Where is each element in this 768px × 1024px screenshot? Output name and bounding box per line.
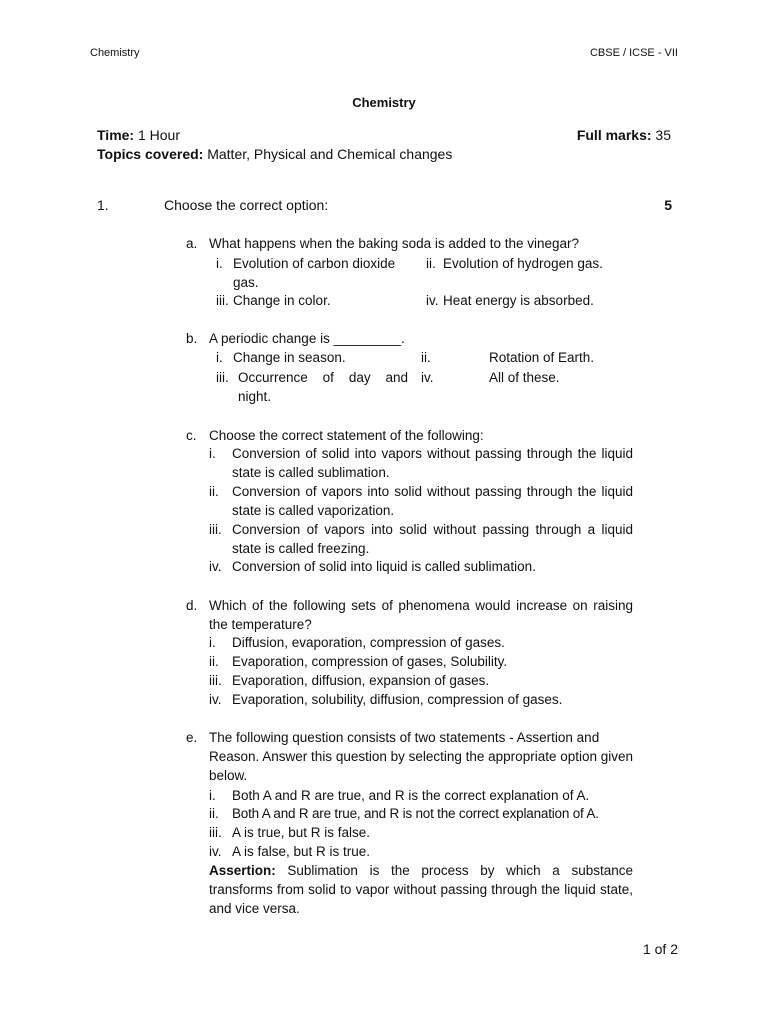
subquestion-letter: a. — [186, 236, 198, 251]
option-text: All of these. — [489, 370, 560, 385]
topics-value: Matter, Physical and Chemical changes — [207, 146, 453, 162]
option-numeral: ii. — [421, 350, 431, 365]
time-label: Time: — [97, 127, 135, 143]
option-text: Diffusion, evaporation, compression of gases. — [232, 635, 505, 650]
option-text: Conversion of vapors into solid without passing through a liquid state is called freezing. — [232, 522, 633, 556]
subquestion-text: What happens when the baking soda is added to the vinegar? — [209, 236, 580, 251]
page-number: 1 of 2 — [642, 941, 678, 957]
option-numeral: ii. — [426, 256, 436, 271]
option-numeral: i. — [216, 256, 223, 271]
option-numeral: ii. — [209, 484, 219, 499]
option-text: Conversion of solid into liquid is called sublimation. — [232, 559, 536, 574]
time-line — [97, 127, 180, 143]
subquestion-text: A periodic change is _________. — [209, 331, 405, 346]
full-marks-value: 35 — [655, 127, 671, 143]
option-text: Conversion of vapors into solid without passing through the liquid state is called vaporization. — [232, 484, 633, 518]
option-text: Conversion of solid into vapors without passing through the liquid state is called sublimation. — [232, 446, 633, 480]
option-numeral: iii. — [216, 293, 229, 308]
time-value: 1 Hour — [137, 127, 181, 143]
topics-line — [97, 146, 452, 162]
option-text: Heat energy is absorbed. — [443, 293, 594, 308]
option-text: Occurrence of day and night. — [238, 370, 408, 404]
option-text: A is true, but R is false. — [232, 825, 371, 840]
header-subject: Chemistry — [90, 47, 140, 59]
header-board-class: CBSE / ICSE - VII — [589, 47, 678, 59]
option-numeral: iii. — [209, 522, 222, 537]
option-text: Both A and R are true, and R is not the correct explanation of A. — [232, 806, 599, 821]
option-numeral: i. — [209, 446, 216, 461]
option-numeral: ii. — [209, 654, 219, 669]
option-text: Evaporation, compression of gases, Solubility. — [232, 654, 508, 669]
option-numeral: iii. — [209, 825, 222, 840]
full-marks-label: Full marks: — [576, 127, 652, 143]
option-numeral: iv. — [209, 559, 222, 574]
option-text: Change in season. — [233, 350, 346, 365]
option-numeral: i. — [209, 788, 216, 803]
option-numeral: iii. — [216, 370, 229, 385]
subquestion-text: The following question consists of two statements - Assertion and Reason. Answer this question by selecting the appropriate option given below. — [209, 730, 634, 783]
subquestion-text: Which of the following sets of phenomena would increase on raising the temperature? — [209, 598, 633, 632]
question-text: Choose the correct option: — [164, 197, 329, 213]
option-numeral: i. — [209, 635, 216, 650]
option-numeral: i. — [216, 350, 223, 365]
option-numeral: iv. — [421, 370, 434, 385]
topics-label: Topics covered: — [97, 146, 204, 162]
question-marks: 5 — [664, 197, 672, 213]
option-numeral: iv. — [209, 844, 222, 859]
option-numeral: iv. — [209, 692, 222, 707]
subquestion-letter: d. — [186, 598, 198, 613]
option-numeral: ii. — [209, 806, 219, 821]
option-text: Evaporation, solubility, diffusion, compression of gases. — [232, 692, 563, 707]
full-marks-line — [577, 127, 671, 143]
option-text: Change in color. — [233, 293, 331, 308]
subquestion-letter: b. — [186, 331, 198, 346]
option-text: Evolution of carbon dioxide gas. — [233, 256, 396, 290]
subquestion-letter: e. — [186, 730, 198, 745]
option-text: Rotation of Earth. — [489, 350, 595, 365]
subquestion-letter: c. — [186, 428, 197, 443]
option-numeral: iv. — [426, 293, 439, 308]
assertion-label: Assertion: — [209, 863, 276, 878]
option-text: Evolution of hydrogen gas. — [443, 256, 603, 271]
option-text: A is false, but R is true. — [232, 844, 371, 859]
option-text: Both A and R are true, and R is the correct explanation of A. — [232, 788, 590, 803]
assertion-block — [209, 861, 633, 918]
question-number: 1. — [97, 197, 109, 213]
option-numeral: iii. — [209, 673, 222, 688]
page-title: Chemistry — [352, 95, 416, 110]
option-text: Evaporation, diffusion, expansion of gases. — [232, 673, 490, 688]
assertion-text: Sublimation is the process by which a substance transforms from solid to vapor without passing through the liquid state, and vice versa. — [209, 863, 633, 916]
subquestion-text: Choose the correct statement of the following: — [209, 428, 484, 443]
